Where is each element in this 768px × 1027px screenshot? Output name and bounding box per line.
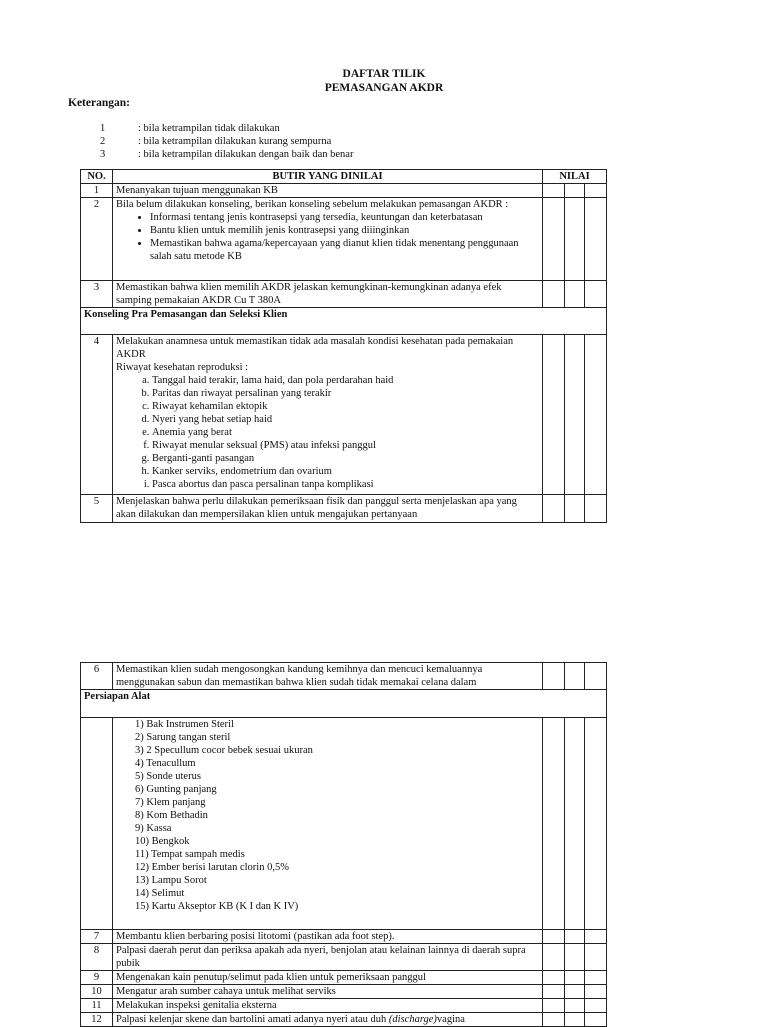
score-cell-3[interactable] — [585, 985, 607, 999]
table-row — [81, 971, 607, 985]
table-row — [81, 663, 607, 690]
list-item: h. Kanker serviks, endometrium dan ovarium — [152, 465, 539, 478]
score-cell-1[interactable] — [543, 999, 565, 1013]
list-item: g. Berganti-ganti pasangan — [152, 452, 539, 465]
row-number: 7 — [81, 930, 113, 944]
section-title: Persiapan Alat — [81, 690, 607, 718]
score-cell-1[interactable] — [543, 971, 565, 985]
score-cell-1[interactable] — [543, 335, 565, 495]
list-item: 2) Sarung tangan steril — [135, 732, 231, 743]
list-item: e. Anemia yang berat — [152, 426, 539, 439]
score-cell-2[interactable] — [565, 495, 585, 523]
row-number: 2 — [81, 198, 113, 281]
document-title: DAFTAR TILIK — [342, 68, 426, 80]
bullet-item: • Memastikan bahwa agama/kepercayaan yang dianut klien tidak menentang penggunaan salah satu metode KB — [150, 237, 539, 263]
row-number: 9 — [81, 971, 113, 985]
score-cell-2[interactable] — [565, 198, 585, 281]
list-item: 1) Bak Instrumen Steril — [135, 719, 234, 730]
list-item: b. Paritas dan riwayat persalinan yang terakir — [152, 387, 539, 400]
score-cell-3[interactable] — [585, 1013, 607, 1027]
table-row — [81, 495, 607, 523]
checklist-table-2 — [80, 662, 607, 1027]
score-cell-1[interactable] — [543, 198, 565, 281]
table-row — [81, 184, 607, 198]
list-item: i. Pasca abortus dan pasca persalinan tanpa komplikasi — [152, 478, 539, 491]
row-number: 4 — [81, 335, 113, 495]
score-cell-1[interactable] — [543, 930, 565, 944]
score-cell-3[interactable] — [585, 663, 607, 690]
bullet-list — [116, 211, 539, 263]
document-subtitle: PEMASANGAN AKDR — [324, 82, 444, 94]
list-item: 14) Selimut — [135, 888, 185, 899]
list-item: 13) Lampu Sorot — [135, 875, 207, 886]
table-row — [81, 198, 607, 281]
bullet-item: • Informasi tentang jenis kontrasepsi yang tersedia, keuntungan dan keterbatasan — [150, 211, 539, 224]
score-cell-1[interactable] — [543, 944, 565, 971]
table-row — [81, 944, 607, 971]
list-item: a. Tanggal haid terakir, lama haid, dan pola perdarahan haid — [152, 374, 539, 387]
score-cell-3[interactable] — [585, 999, 607, 1013]
score-cell-1[interactable] — [543, 663, 565, 690]
score-cell-3[interactable] — [585, 184, 607, 198]
row-text-part: vagina — [436, 1014, 465, 1025]
section-title: Konseling Pra Pemasangan dan Seleksi Klien — [81, 308, 607, 335]
list-item: 15) Kartu Akseptor KB (K I dan K IV) — [135, 901, 299, 912]
table-header-row — [81, 170, 607, 184]
score-cell-1[interactable] — [543, 1013, 565, 1027]
score-cell-2[interactable] — [565, 663, 585, 690]
score-cell-2[interactable] — [565, 335, 585, 495]
header-no: NO. — [81, 170, 113, 184]
score-cell-2[interactable] — [565, 971, 585, 985]
row-number: 5 — [81, 495, 113, 523]
row-number: 10 — [81, 985, 113, 999]
row-content — [113, 335, 543, 495]
legend-item — [100, 149, 353, 160]
table-row — [81, 718, 607, 930]
row-text-italic: (discharge) — [388, 1014, 437, 1025]
section-row — [81, 308, 607, 335]
score-cell-2[interactable] — [565, 999, 585, 1013]
score-cell-3[interactable] — [585, 718, 607, 930]
score-cell-2[interactable] — [565, 718, 585, 930]
table-row — [81, 999, 607, 1013]
row-text: Memastikan klien sudah mengosongkan kandung kemihnya dan mencuci kemaluannya menggunakan sabun dan memastikan bahwa klien sudah tidak memakai celana dalam — [113, 663, 543, 690]
list-item: d. Nyeri yang hebat setiap haid — [152, 413, 539, 426]
row-text: Mengenakan kain penutup/selimut pada klien untuk pemeriksaan panggul — [113, 971, 543, 985]
list-item: 4) Tenacullum — [135, 758, 196, 769]
row-text: Memastikan bahwa klien memilih AKDR jelaskan kemungkinan-kemungkinan adanya efek samping pemakaian AKDR Cu T 380A — [113, 281, 543, 308]
legend-text: : bila ketrampilan dilakukan dengan baik dan benar — [138, 149, 354, 160]
table-row — [81, 1013, 607, 1027]
row-subheading: Riwayat kesehatan reproduksi : — [116, 362, 249, 373]
table-row — [81, 335, 607, 495]
row-number: 8 — [81, 944, 113, 971]
row-content — [113, 198, 543, 281]
list-item: 6) Gunting panjang — [135, 784, 217, 795]
score-cell-3[interactable] — [585, 335, 607, 495]
list-item: f. Riwayat menular seksual (PMS) atau infeksi panggul — [152, 439, 539, 452]
row-text: Melakukan inspeksi genitalia eksterna — [113, 999, 543, 1013]
score-cell-2[interactable] — [565, 944, 585, 971]
score-cell-3[interactable] — [585, 944, 607, 971]
table-row — [81, 985, 607, 999]
checklist-table-1 — [80, 169, 607, 523]
alpha-list — [116, 374, 539, 491]
list-item: 3) 2 Specullum cocor bebek sesuai ukuran — [135, 745, 313, 756]
section-row — [81, 690, 607, 718]
score-cell-3[interactable] — [585, 930, 607, 944]
list-item: 7) Klem panjang — [135, 797, 206, 808]
equipment-list — [113, 718, 543, 930]
row-text: Melakukan anamnesa untuk memastikan tidak ada masalah kondisi kesehatan pada pemakaian AKDR — [116, 336, 514, 360]
list-item: 11) Tempat sampah medis — [135, 849, 245, 860]
legend-number: 1 — [100, 123, 106, 134]
legend-text: : bila ketrampilan tidak dilakukan — [138, 123, 280, 134]
row-text: Mengatur arah sumber cahaya untuk melihat serviks — [113, 985, 543, 999]
row-text-part: Palpasi kelenjar skene dan bartolini amati adanya nyeri atau duh — [116, 1014, 387, 1025]
row-number: 11 — [81, 999, 113, 1013]
row-text: Palpasi daerah perut dan periksa apakah ada nyeri, benjolan atau kelainan lainnya di daerah supra pubik — [113, 944, 543, 971]
row-text — [113, 1013, 543, 1027]
row-number: 12 — [81, 1013, 113, 1027]
score-cell-1[interactable] — [543, 281, 565, 308]
score-cell-3[interactable] — [585, 198, 607, 281]
score-cell-1[interactable] — [543, 495, 565, 523]
row-number — [81, 718, 113, 930]
list-item: 9) Kassa — [135, 823, 172, 834]
score-cell-1[interactable] — [543, 184, 565, 198]
score-cell-2[interactable] — [565, 184, 585, 198]
legend-text: : bila ketrampilan dilakukan kurang sempurna — [138, 136, 332, 147]
score-cell-3[interactable] — [585, 281, 607, 308]
row-number: 6 — [81, 663, 113, 690]
header-nilai: NILAI — [543, 170, 607, 184]
legend-item — [100, 136, 331, 147]
row-number: 1 — [81, 184, 113, 198]
bullet-item: • Bantu klien untuk memilih jenis kontrasepsi yang diiinginkan — [150, 224, 539, 237]
row-number: 3 — [81, 281, 113, 308]
score-cell-3[interactable] — [585, 495, 607, 523]
row-text: Menjelaskan bahwa perlu dilakukan pemeriksaan fisik dan panggul serta menjelaskan apa yang akan dilakukan dan mempersilakan klien untuk mengajukan pertanyaan — [113, 495, 543, 523]
legend-item — [100, 123, 280, 134]
score-cell-2[interactable] — [565, 1013, 585, 1027]
score-cell-2[interactable] — [565, 281, 585, 308]
list-item: c. Riwayat kehamilan ektopik — [152, 400, 539, 413]
row-text: Menanyakan tujuan menggunakan KB — [113, 184, 543, 198]
score-cell-1[interactable] — [543, 985, 565, 999]
table-row — [81, 281, 607, 308]
table-row — [81, 930, 607, 944]
list-item: 12) Ember berisi larutan clorin 0,5% — [135, 862, 289, 873]
list-item: 8) Kom Bethadin — [135, 810, 208, 821]
score-cell-1[interactable] — [543, 718, 565, 930]
legend-number: 2 — [100, 136, 106, 147]
row-text: Membantu klien berbaring posisi litotomi (pastikan ada foot step). — [113, 930, 543, 944]
score-cell-2[interactable] — [565, 985, 585, 999]
score-cell-3[interactable] — [585, 971, 607, 985]
row-text: Bila belum dilakukan konseling, berikan konseling sebelum melakukan pemasangan AKDR : — [116, 199, 509, 210]
header-butir: BUTIR YANG DINILAI — [113, 170, 543, 184]
score-cell-2[interactable] — [565, 930, 585, 944]
list-item: 10) Bengkok — [135, 836, 190, 847]
list-item: 5) Sonde uterus — [135, 771, 201, 782]
keterangan-label: Keterangan: — [68, 97, 130, 109]
legend-number: 3 — [100, 149, 106, 160]
